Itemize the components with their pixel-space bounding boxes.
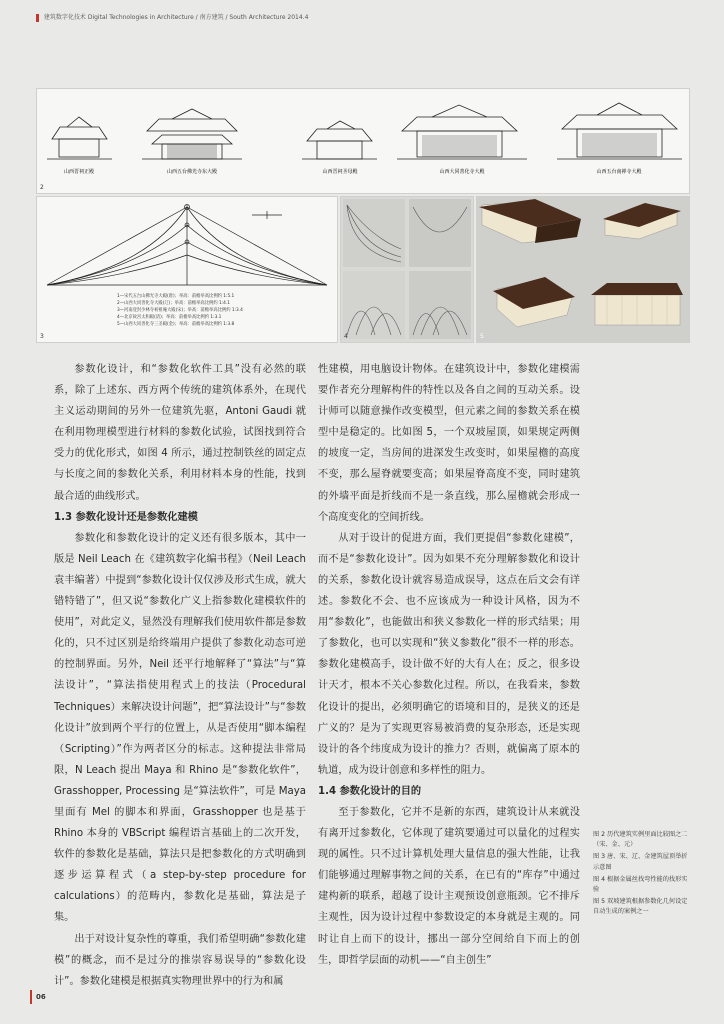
figure-3-roof-profiles [36,196,338,343]
caption-building-3: 山西晋祠圣母殿 [322,169,358,175]
paragraph: 参数化设计，和“参数化软件工具”没有必然的联系，除了上述东、西方两个传统的建筑体系外，在现代主义运动期间的另外一位建筑先驱，Antoni Gaudi 就在利用物理模型进行材料的参数化试验，试图找到符合受力的优化形式，如图 4 所示，通过控制铁丝的固定点与长度之间的参数化关系，利用材料本身的性能，找到最合适的曲线形式。 [54,364,306,502]
legend-line-1: 1—宋代五台山佛光寺大殿(唐)；举高：前檐举高比例约 1:5.1 [117,294,235,299]
paragraph: 至于参数化，它并不是新的东西，建筑设计从来就没有离开过参数化，它体现了建筑要通过可以量化的过程实现的属性。只不过计算机处理大量信息的强大性能，让我们能够通过理解事物之间的关系，在已有的“库存”中通过建构新的联系，超越了设计主观预设创意瓶颈。它不排斥主观性，因为设计过程中参数设定的本身就是主观的。同时让自上而下的设计，挪出一部分空间给自下而上的创生，即哲学层面的动机——“自主创生” [318,806,580,966]
paragraph: 从对于设计的促进方面，我们更提倡“参数化建模”，而不是“参数化设计”。因为如果不充分理解参数化和设计的关系，参数化设计就容易造成误导，这点在后文会有详述。参数化不会、也不应该成为一种设计风格，因为不用“参数化”，也能做出和狭义参数化一样的形式结果；用了参数化，也可以实现和“狭义参数化”很不一样的形态。参数化建模高手，设计做不好的大有人在；反之，很多设计天才，根本不关心参数化过程。所以，在我看来，参数化设计的提出，必须明确它的语境和目的，是狭义的还是广义的？是为了实现更容易被消费的复杂形态，还是实现设计的各个纬度成为设计的推力？否则，就偏离了原本的轨道，成为设计创意和多样性的阻力。 [318,532,580,776]
section-heading-1-4: 1.4 参数化设计的目的 [318,785,422,797]
body-column-left [54,359,306,992]
figure-3-number: 3 [40,333,44,340]
figure-4-hanging-chains [340,196,474,343]
caption-figure-2: 图 2 历代建筑实例里面比较图之二（宋、金、元） [593,831,688,849]
roof-profile-drawing [37,197,337,342]
figure-2-number: 2 [40,184,44,191]
body-column-right [318,359,580,971]
figure-2-elevations [36,88,690,194]
header-text: 建筑数字化技术 Digital Technologies in Architecture / 南方建筑 / South Architecture 2014.4 [43,14,309,21]
figure-captions [593,830,693,920]
elevations-drawing [37,89,689,193]
running-header [36,12,308,22]
legend-line-3: 3—河南登封少林寺初祖庵大殿(宋)；举高：前檐举高比例约 1:3.4 [117,308,243,313]
section-heading-1-3: 1.3 参数化设计还是参数化建模 [54,511,198,523]
paragraph: 性建模，用电脑设计物体。在建筑设计中，参数化建模需要作者充分理解构件的特性以及各自之间的互动关系。设计师可以随意操作改变模型，但元素之间的参数关系在模型中是稳定的。比如图 5，一个双坡屋顶，如果规定两侧的坡度一定，当房间的进深发生改变时，如果屋檐的高度不变，那么屋脊就要变高；如果屋脊高度不变，同时建筑的外墙平面是折线而不是一条直线，那么屋檐就会形成一个高度变化的空间折线。 [318,364,580,523]
legend-line-4: 4—北京故宫太和殿(清)；举高：前檐举高比例约 1:3.1 [117,315,222,320]
caption-building-2: 山西五台佛光寺东大殿 [166,169,218,175]
caption-figure-3: 图 3 唐、宋、辽、金建筑屋顶举折示意图 [593,853,688,871]
legend-line-5: 5—山西大同善化寺三圣殿(金)；举高：前檐举高比例约 1:3.8 [117,322,235,327]
caption-building-1: 山西晋祠正殿 [63,169,95,175]
caption-building-4: 山西大同善化寺大殿 [439,169,485,175]
figure-5-number: 5 [480,333,484,340]
footer-accent-bar [30,990,32,1004]
caption-figure-5: 图 5 双坡建筑根据参数化几何设定自动生成的案例之一 [593,898,688,916]
caption-building-5: 山西五台南禅寺大殿 [596,169,642,175]
paragraph: 参数化和参数化设计的定义还有很多版本，其中一版是 Neil Leach 在《建筑数字化编书程》（Neil Leach 袁丰编著）中提到“参数化设计仅仅涉及形式生成，就大错特错了”，但又说“参数化广义上指参数化建模软件的使用”，对此定义，显然没有理解我们使用软件都是参数化的，只不过区别是给终端用户提供了参数化动态可逆的控制界面。另外，Neil 还平行地解释了“算法”与“算法设计”，“算法指使用程式上的技法（Procedural Techniques）来解决设计问题”，把“算法设计”与“参数化设计”放到两个平行的位置上，从是否使用“脚本编程（Scripting）”作为两者区分的标志。这种提法非常局限，N Leach 提出 Maya 和 Rhino 是“参数化软件”，Grasshopper, Processing 是“算法软件”，可是 Maya 里面有 Mel 的脚本和界面，Grasshopper 也是基于 Rhino 本身的 VBScript 编程语言基础上的二次开发，软件的参数化是基础，算法只是把参数化的方式明确到逐步运算程式（a step-by-step procedure for calculations）的范畴内，参数化是基础，算法是子集。 [54,532,306,924]
legend-line-2: 2—山西大同善化寺大殿(辽)；举高：前檐举高比例约 1:4.1 [117,301,230,306]
figure-4-number: 4 [344,333,348,340]
paragraph: 出于对设计复杂性的尊重，我们希望明确“参数化建模”的概念，而不是过分的推崇容易误导的“参数化设计”。参数化建模是根据真实物理世界中的行为和属 [54,933,306,987]
caption-figure-4: 图 4 根据金属丝找弯性能的找形实验 [593,875,688,894]
header-accent-bar [36,14,39,22]
page-number: 06 [36,993,46,1001]
hanging-chain-photos [341,197,473,342]
figure-5-parametric-roofs [476,196,690,343]
parametric-roof-models [477,197,689,342]
